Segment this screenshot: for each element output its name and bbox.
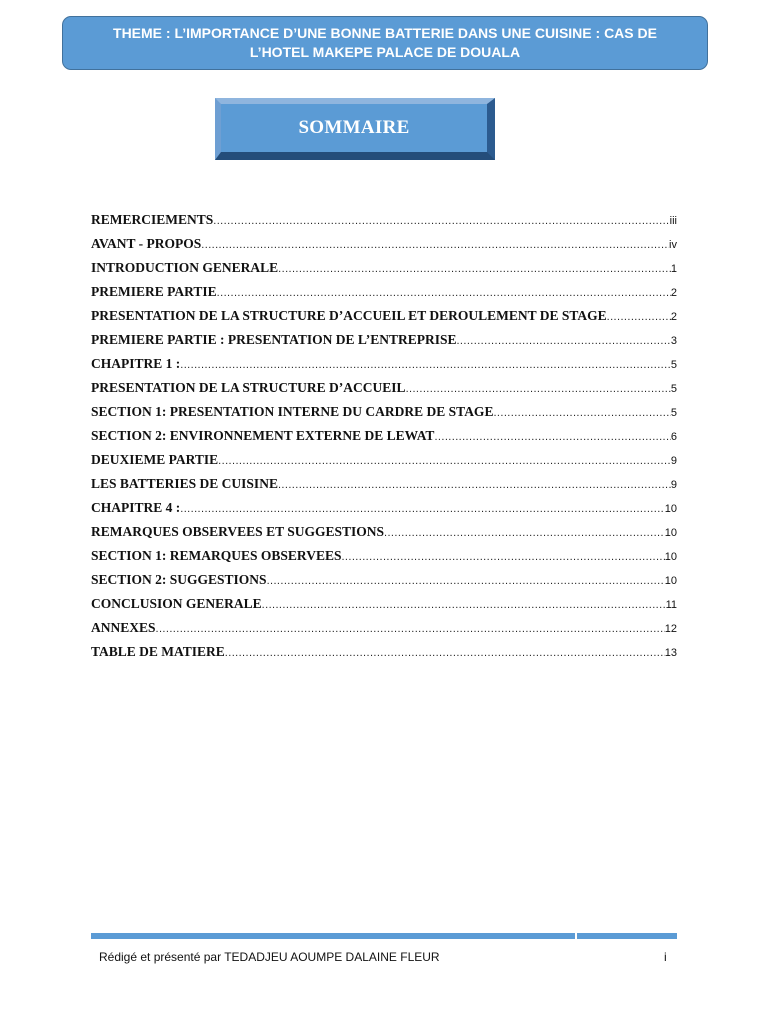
toc-entry[interactable] bbox=[91, 640, 677, 664]
toc-entry-label: REMARQUES OBSERVEES ET SUGGESTIONS bbox=[91, 524, 384, 539]
toc-dot-leader bbox=[278, 473, 671, 497]
toc-entry-label: SECTION 2: SUGGESTIONS bbox=[91, 572, 267, 587]
toc-entry-page: 9 bbox=[670, 479, 677, 491]
toc-entry-label: DEUXIEME PARTIE bbox=[91, 452, 219, 467]
toc-entry-page: iv bbox=[669, 239, 677, 251]
toc-entry-label: TABLE DE MATIERE bbox=[91, 644, 225, 659]
toc-entry[interactable] bbox=[91, 400, 677, 424]
toc-dot-leader bbox=[384, 521, 665, 545]
footer-rule-segment bbox=[577, 933, 677, 939]
toc-entry[interactable] bbox=[91, 544, 677, 568]
toc-entry[interactable] bbox=[91, 304, 677, 328]
toc-entry-label: AVANT - PROPOS bbox=[91, 236, 202, 251]
toc-entry[interactable] bbox=[91, 280, 677, 304]
toc-entry-page: 2 bbox=[670, 311, 677, 323]
toc-entry-label: SECTION 1: REMARQUES OBSERVEES bbox=[91, 548, 342, 563]
footer-page-number: i bbox=[664, 950, 667, 964]
toc-entry-page: 5 bbox=[670, 359, 677, 371]
sommaire-box bbox=[215, 98, 495, 160]
toc-entry[interactable] bbox=[91, 496, 677, 520]
toc-entry-page: 6 bbox=[670, 431, 677, 443]
toc-entry-label: PREMIERE PARTIE bbox=[91, 284, 217, 299]
toc-dot-leader bbox=[341, 545, 664, 569]
toc-entry-page: iii bbox=[669, 215, 677, 227]
toc-entry[interactable] bbox=[91, 256, 677, 280]
toc-dot-leader bbox=[267, 569, 665, 593]
toc-entry[interactable] bbox=[91, 592, 677, 616]
footer-author: Rédigé et présenté par TEDADJEU AOUMPE DALAINE FLEUR bbox=[99, 950, 440, 964]
toc-entry[interactable] bbox=[91, 328, 677, 352]
toc-entry[interactable] bbox=[91, 568, 677, 592]
toc-entry-label: PRESENTATION DE LA STRUCTURE D’ACCUEIL ET DEROULEMENT DE STAGE bbox=[91, 308, 607, 323]
toc-entry[interactable] bbox=[91, 424, 677, 448]
toc-entry-label: ANNEXES bbox=[91, 620, 156, 635]
toc-entry-label: REMERCIEMENTS bbox=[91, 212, 214, 227]
toc-dot-leader bbox=[156, 617, 665, 641]
toc-entry-label: SECTION 1: PRESENTATION INTERNE DU CARDRE DE STAGE bbox=[91, 404, 494, 419]
toc-dot-leader bbox=[434, 425, 670, 449]
sommaire-title: SOMMAIRE bbox=[298, 117, 410, 138]
toc-entry-page: 3 bbox=[670, 335, 677, 347]
toc-entry-page: 5 bbox=[670, 383, 677, 395]
toc-entry-page: 2 bbox=[670, 287, 677, 299]
toc-entry[interactable] bbox=[91, 520, 677, 544]
theme-banner bbox=[62, 16, 708, 70]
theme-title-line-1: THEME : L’IMPORTANCE D’UNE BONNE BATTERIE DANS UNE CUISINE : CAS DE bbox=[113, 25, 657, 41]
toc-entry-page: 11 bbox=[665, 599, 677, 611]
toc-entry[interactable] bbox=[91, 352, 677, 376]
footer-rule bbox=[91, 933, 677, 939]
toc-dot-leader bbox=[201, 233, 669, 257]
toc-entry-page: 13 bbox=[664, 647, 677, 659]
toc-entry-page: 10 bbox=[664, 551, 677, 563]
sommaire-box-inner bbox=[221, 104, 487, 152]
toc-entry-label: INTRODUCTION GENERALE bbox=[91, 260, 279, 275]
toc-entry[interactable] bbox=[91, 208, 677, 232]
toc-entry-label: PRESENTATION DE LA STRUCTURE D’ACCUEIL bbox=[91, 380, 406, 395]
toc-dot-leader bbox=[180, 353, 671, 377]
toc-entry-label: CONCLUSION GENERALE bbox=[91, 596, 262, 611]
toc-dot-leader bbox=[218, 449, 671, 473]
toc-entry-label: PREMIERE PARTIE : PRESENTATION DE L’ENTREPRISE bbox=[91, 332, 457, 347]
toc-entry-page: 12 bbox=[664, 623, 677, 635]
toc-entry[interactable] bbox=[91, 616, 677, 640]
toc-entry-label: LES BATTERIES DE CUISINE bbox=[91, 476, 278, 491]
toc-entry-page: 10 bbox=[664, 575, 677, 587]
toc-entry-label: CHAPITRE 4 : bbox=[91, 500, 181, 515]
table-of-contents bbox=[91, 208, 677, 664]
toc-dot-leader bbox=[217, 281, 671, 305]
toc-entry-page: 1 bbox=[670, 263, 677, 275]
toc-dot-leader bbox=[213, 209, 669, 233]
toc-entry[interactable] bbox=[91, 232, 677, 256]
toc-entry-label: CHAPITRE 1 : bbox=[91, 356, 181, 371]
footer-rule-segment bbox=[91, 933, 575, 939]
toc-entry[interactable] bbox=[91, 448, 677, 472]
toc-dot-leader bbox=[180, 497, 664, 521]
toc-entry-page: 5 bbox=[670, 407, 677, 419]
toc-entry[interactable] bbox=[91, 376, 677, 400]
toc-entry-label: SECTION 2: ENVIRONNEMENT EXTERNE DE LEWAT bbox=[91, 428, 435, 443]
toc-entry-page: 9 bbox=[670, 455, 677, 467]
theme-title-line-2: L’HOTEL MAKEPE PALACE DE DOUALA bbox=[249, 44, 521, 60]
toc-dot-leader bbox=[456, 329, 670, 353]
toc-dot-leader bbox=[493, 401, 670, 425]
theme-title bbox=[113, 24, 657, 62]
toc-entry-page: 10 bbox=[664, 503, 677, 515]
toc-dot-leader bbox=[278, 257, 671, 281]
toc-entry[interactable] bbox=[91, 472, 677, 496]
toc-dot-leader bbox=[406, 377, 671, 401]
toc-dot-leader bbox=[225, 641, 665, 665]
toc-entry-page: 10 bbox=[664, 527, 677, 539]
toc-dot-leader bbox=[607, 305, 671, 329]
toc-dot-leader bbox=[262, 593, 666, 617]
